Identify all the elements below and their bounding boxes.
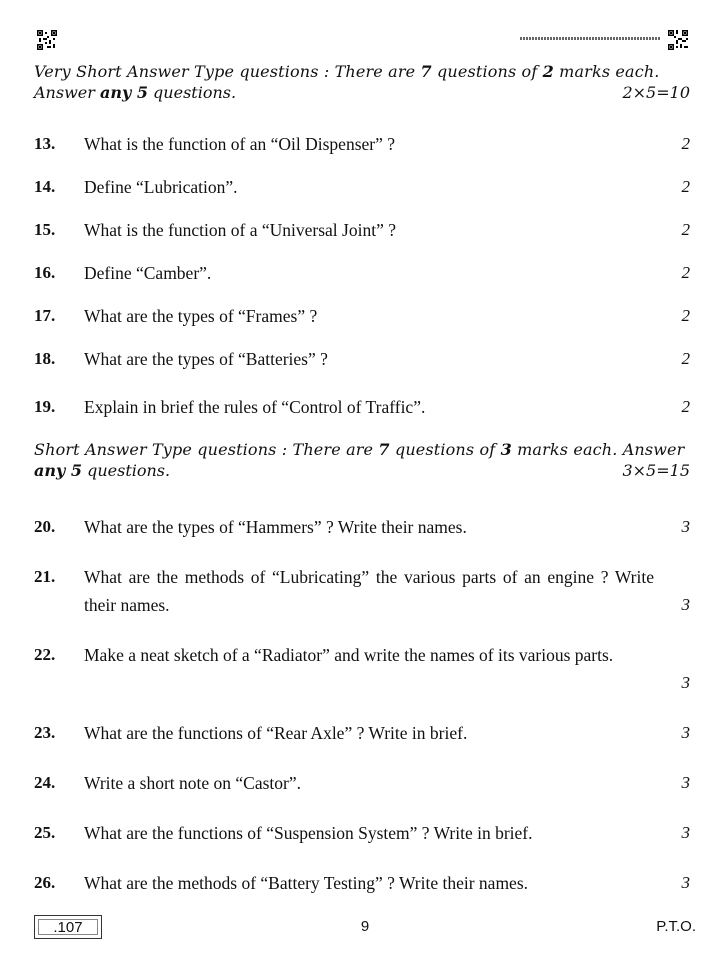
question-marks: 2 <box>681 263 690 282</box>
instruction-text: questions. <box>147 83 237 102</box>
question-number: 16. <box>34 263 56 282</box>
question-number: 24. <box>34 773 56 792</box>
section-instruction <box>34 61 690 103</box>
question-text: Define “Lubrication”. <box>84 177 238 197</box>
section-scoring: 3×5=15 <box>622 461 690 480</box>
question-number: 13. <box>34 134 56 153</box>
instruction-text: marks each. <box>553 62 660 81</box>
question-text: Write a short note on “Castor”. <box>84 773 302 793</box>
instruction-text: Short Answer Type questions : There are <box>34 440 379 459</box>
answer-any: any 5 <box>99 83 148 102</box>
question-marks: 3 <box>681 723 690 742</box>
instruction-text: Answer <box>34 83 100 102</box>
paper-code: .107 <box>53 919 83 936</box>
answer-any: any 5 <box>34 461 82 480</box>
instruction-text: questions. <box>82 461 171 480</box>
question-text: What are the types of “Frames” ? <box>84 306 318 326</box>
question-marks: 2 <box>681 177 690 196</box>
question-count: 7 <box>378 440 390 459</box>
question-number: 17. <box>34 306 56 325</box>
question-text: Explain in brief the rules of “Control of Traffic”. <box>84 397 426 417</box>
question-text: What is the function of a “Universal Joint” ? <box>84 220 396 240</box>
question-text: What are the methods of “Battery Testing” ? Write their names. <box>84 873 529 893</box>
question-number: 26. <box>34 873 56 892</box>
question-text: Make a neat sketch of a “Radiator” and write the names of its various parts. <box>84 645 614 665</box>
question-number: 23. <box>34 723 56 742</box>
question-text: What are the types of “Batteries” ? <box>84 349 328 369</box>
question-number: 18. <box>34 349 56 368</box>
question-text: What are the functions of “Suspension System” ? Write in brief. <box>84 823 533 843</box>
pto-label: P.T.O. <box>656 918 696 935</box>
question-marks: 3 <box>681 773 690 792</box>
section-instruction <box>34 439 690 481</box>
question-text: What are the types of “Hammers” ? Write their names. <box>84 517 467 537</box>
instruction-text: marks each. Answer <box>511 440 685 459</box>
qr-code-icon <box>37 30 57 50</box>
question-marks: 3 <box>681 517 690 536</box>
question-text: What are the functions of “Rear Axle” ? Write in brief. <box>84 723 468 743</box>
question-marks: 2 <box>681 349 690 368</box>
question-marks: 2 <box>681 397 690 416</box>
question-number: 25. <box>34 823 56 842</box>
question-number: 14. <box>34 177 56 196</box>
paper-code-box <box>34 915 102 939</box>
marks-each: 3 <box>500 440 512 459</box>
question-count: 7 <box>420 62 432 81</box>
question-text: What is the function of an “Oil Dispenser” ? <box>84 134 396 154</box>
question-marks: 2 <box>681 220 690 239</box>
question-marks: 3 <box>681 823 690 842</box>
question-marks: 3 <box>681 873 690 892</box>
question-marks: 3 <box>681 673 690 692</box>
instruction-text: questions of <box>389 440 501 459</box>
question-number: 20. <box>34 517 56 536</box>
page-number: 9 <box>360 918 370 935</box>
section-scoring: 2×5=10 <box>622 83 690 102</box>
dotted-header-line <box>520 37 660 40</box>
question-number: 22. <box>34 645 56 664</box>
question-number: 15. <box>34 220 56 239</box>
qr-code-icon <box>668 30 688 50</box>
question-text: Define “Camber”. <box>84 263 212 283</box>
question-text: What are the methods of “Lubricating” the various parts of an engine ? Write their names. <box>84 567 654 615</box>
question-marks: 2 <box>681 306 690 325</box>
instruction-text: Very Short Answer Type questions : There are <box>34 62 421 81</box>
question-marks: 3 <box>681 595 690 614</box>
question-marks: 2 <box>681 134 690 153</box>
marks-each: 2 <box>542 62 554 81</box>
question-number: 21. <box>34 567 56 586</box>
instruction-text: questions of <box>431 62 543 81</box>
question-number: 19. <box>34 397 56 416</box>
